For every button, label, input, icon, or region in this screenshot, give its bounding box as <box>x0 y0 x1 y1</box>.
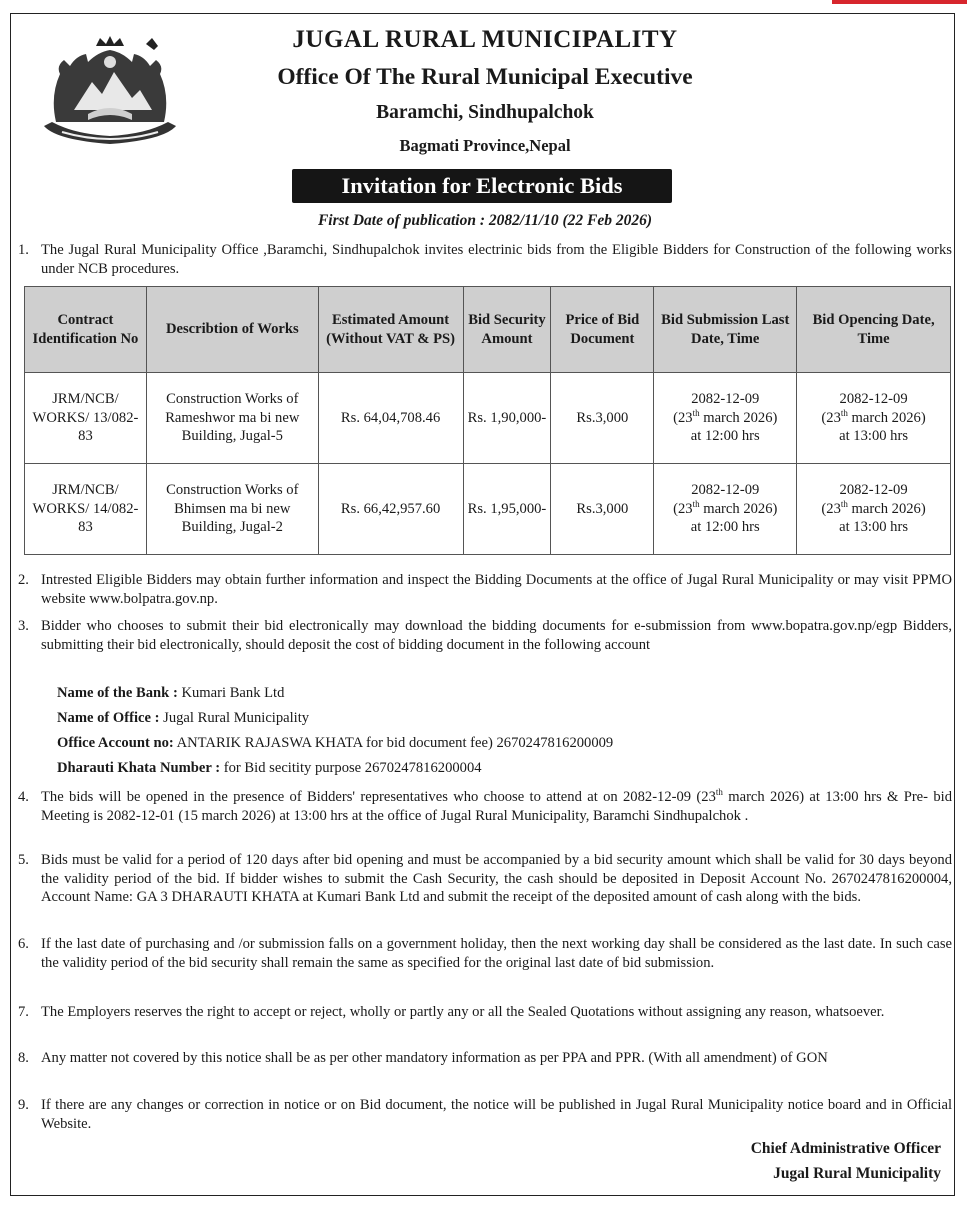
clause-text-part: march 2026) at 13:00 hrs & Pre- bid Meeting is 2082-12-01 (15 march 2026) at 13:00 hrs at the office of Jugal Rural Municipality, Baramchi Sindhupalchok . <box>41 789 952 824</box>
clause-number: 7. <box>18 1004 29 1020</box>
clause-6 <box>18 935 952 972</box>
contract-id: JRM/NCB/ WORKS/ 13/082-83 <box>25 373 147 464</box>
clause-number: 1. <box>18 242 29 258</box>
clause-7 <box>18 1003 952 1022</box>
estimated-amount: Rs. 64,04,708.46 <box>318 373 463 464</box>
bids-table <box>24 286 951 555</box>
document-price: Rs.3,000 <box>551 464 654 555</box>
clause-text: Bids must be valid for a period of 120 days after bid opening and must be accompanied by a bid security amount which shall be valid for 30 days beyond the validity period of the bid. If bidder wishes to submit the Cash Security, the cash should be deposited in Deposit Account No. 2670247816200004, Account Name: GA 3 DHARAUTI KHATA at Kumari Bank Ltd and submit the receipt of the deposited amount of cash along with the bids. <box>41 852 952 906</box>
field-value: ANTARIK RAJASWA KHATA for bid document fee) 2670247816200009 <box>173 735 614 751</box>
time-text: at 12:00 hrs <box>690 519 760 536</box>
notice-title-banner: Invitation for Electronic Bids <box>292 169 672 203</box>
signatory-title: Chief Administrative Officer <box>750 1140 941 1157</box>
date-english <box>657 409 793 428</box>
office-name: Office Of The Rural Municipal Executive <box>277 64 693 90</box>
clause-text: Bidder who chooses to submit their bid electronically may download the bidding documents for e-submission from www.bopatra.gov.np/egp Bidders, submitting their bid electronically, should deposit the cost of bidding document in the following account <box>41 618 952 653</box>
date-text: 2082-12-09 <box>691 482 760 499</box>
column-header: Estimated Amount (Without VAT & PS) <box>318 287 463 373</box>
table-header-row <box>25 287 951 373</box>
clause-number: 2. <box>18 572 29 588</box>
province-name: Bagmati Province,Nepal <box>399 136 571 155</box>
field-value: Jugal Rural Municipality <box>159 710 310 726</box>
work-description: Construction Works of Rameshwor ma bi new Building, Jugal-5 <box>146 373 318 464</box>
clause-9 <box>18 1096 952 1133</box>
table-row <box>25 373 951 464</box>
clause-number: 3. <box>18 618 29 634</box>
clause-text-part: The bids will be opened in the presence of Bidders' representatives who choose to attend at on 2082-12-09 (23 <box>41 789 716 805</box>
ordinal-suffix: th <box>840 407 848 418</box>
clause-4 <box>18 788 952 825</box>
time-text: at 12:00 hrs <box>690 428 760 445</box>
month-text: march 2026) <box>847 409 926 426</box>
submission-date <box>654 373 797 464</box>
date-text: 2082-12-09 <box>839 391 908 408</box>
document-price: Rs.3,000 <box>551 373 654 464</box>
column-header: Contract Identification No <box>25 287 147 373</box>
municipality-name: JUGAL RURAL MUNICIPALITY <box>292 26 678 53</box>
ordinal-suffix: th <box>692 498 700 509</box>
column-header: Describtion of Works <box>146 287 318 373</box>
field-value: Kumari Bank Ltd <box>177 685 285 701</box>
day-text: (23 <box>673 409 693 426</box>
month-text: march 2026) <box>699 409 778 426</box>
submission-date <box>654 464 797 555</box>
office-account-line <box>57 735 613 752</box>
field-value: for Bid secitity purpose 2670247816200004 <box>220 760 482 776</box>
office-name-line <box>57 710 309 727</box>
clause-1 <box>18 241 952 278</box>
clause-3 <box>18 617 952 654</box>
nepal-emblem-icon <box>36 36 184 148</box>
field-label: Office Account no: <box>57 735 174 751</box>
ordinal-suffix: th <box>715 787 723 798</box>
clause-number: 6. <box>18 936 29 952</box>
column-header: Bid Opencing Date, Time <box>797 287 951 373</box>
date-english <box>657 500 793 519</box>
month-text: march 2026) <box>699 500 778 517</box>
clause-number: 4. <box>18 789 29 805</box>
table-row <box>25 464 951 555</box>
field-label: Dharauti Khata Number : <box>57 760 221 776</box>
clause-number: 5. <box>18 852 29 868</box>
clause-text: If there are any changes or correction in notice or on Bid document, the notice will be published in Jugal Rural Municipality notice board and in Official Website. <box>41 1097 952 1132</box>
clause-5 <box>18 851 952 907</box>
day-text: (23 <box>821 409 841 426</box>
bid-security: Rs. 1,90,000- <box>463 373 551 464</box>
corner-mark <box>832 0 967 4</box>
dharauti-account-line <box>57 760 482 777</box>
ordinal-suffix: th <box>840 498 848 509</box>
field-label: Name of Office : <box>57 710 160 726</box>
time-text: at 13:00 hrs <box>839 519 909 536</box>
clause-number: 9. <box>18 1097 29 1113</box>
clause-number: 8. <box>18 1050 29 1066</box>
clause-text <box>41 788 952 825</box>
time-text: at 13:00 hrs <box>839 428 909 445</box>
bank-name-line <box>57 685 284 702</box>
office-location: Baramchi, Sindhupalchok <box>376 102 594 123</box>
work-description: Construction Works of Bhimsen ma bi new Building, Jugal-2 <box>146 464 318 555</box>
column-header: Bid Submission Last Date, Time <box>654 287 797 373</box>
opening-date <box>797 464 951 555</box>
clause-text: Intrested Eligible Bidders may obtain further information and inspect the Bidding Documents at the office of Jugal Rural Municipality or may visit PPMO website www.bolpatra.gov.np. <box>41 572 952 607</box>
contract-id: JRM/NCB/ WORKS/ 14/082-83 <box>25 464 147 555</box>
clause-2 <box>18 571 952 608</box>
bid-security: Rs. 1,95,000- <box>463 464 551 555</box>
day-text: (23 <box>673 500 693 517</box>
estimated-amount: Rs. 66,42,957.60 <box>318 464 463 555</box>
clause-text: If the last date of purchasing and /or submission falls on a government holiday, then the next working day shall be considered as the last date. In such case the validity period of the bid security shall remain the same as specified for the original last date of bid submission. <box>41 936 952 971</box>
field-label: Name of the Bank : <box>57 685 178 701</box>
date-text: 2082-12-09 <box>839 482 908 499</box>
date-text: 2082-12-09 <box>691 391 760 408</box>
day-text: (23 <box>821 500 841 517</box>
opening-date <box>797 373 951 464</box>
date-english <box>800 409 947 428</box>
signatory-organization: Jugal Rural Municipality <box>773 1165 941 1182</box>
column-header: Bid Security Amount <box>463 287 551 373</box>
clause-text: Any matter not covered by this notice shall be as per other mandatory information as per PPA and PPR. (With all amendment) of GON <box>41 1050 828 1066</box>
clause-8 <box>18 1049 952 1068</box>
clause-text: The Jugal Rural Municipality Office ,Baramchi, Sindhupalchok invites electrinic bids from the Eligible Bidders for Construction of the following works under NCB procedures. <box>41 242 952 277</box>
ordinal-suffix: th <box>692 407 700 418</box>
date-english <box>800 500 947 519</box>
publication-date: First Date of publication : 2082/11/10 (22 Feb 2026) <box>317 212 653 229</box>
month-text: march 2026) <box>847 500 926 517</box>
column-header: Price of Bid Document <box>551 287 654 373</box>
clause-text: The Employers reserves the right to accept or reject, wholly or partly any or all the Sealed Quotations without assigning any reason, whatsoever. <box>41 1004 885 1020</box>
